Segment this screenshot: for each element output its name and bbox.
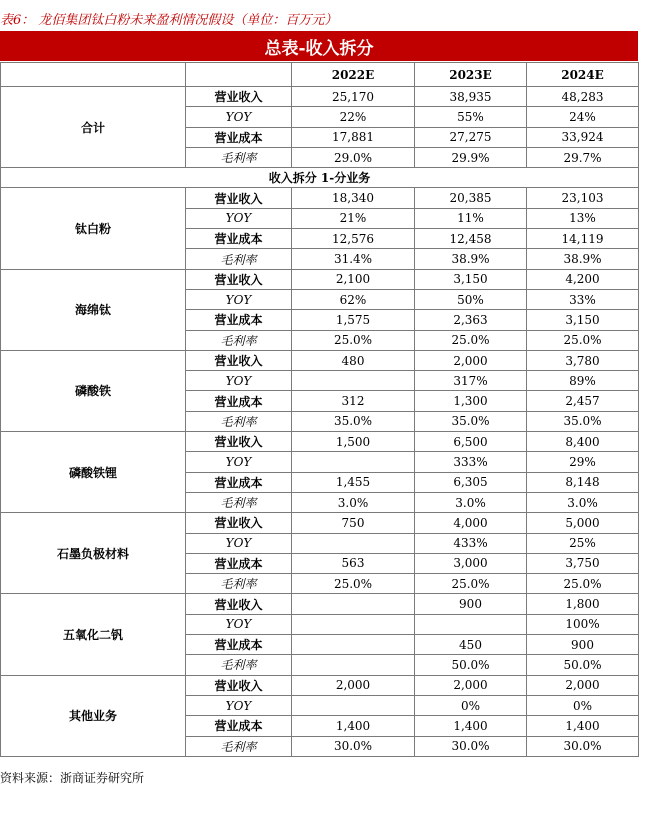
value-cell: 18,340 [292,188,415,208]
value-cell: 1,800 [527,594,639,614]
metric-label: 营业成本 [186,229,292,249]
value-cell: 0% [415,695,527,715]
value-cell: 11% [415,208,527,228]
value-cell: 4,200 [527,269,639,289]
value-cell: 38.9% [527,249,639,269]
metric-label: YOY [186,695,292,715]
table-row [1,188,639,208]
value-cell: 22% [292,107,415,127]
value-cell: 30.0% [415,736,527,756]
metric-label: 毛利率 [186,147,292,167]
year-header: 2022E [292,63,415,87]
metric-label: 毛利率 [186,411,292,431]
group-label: 合计 [1,87,186,168]
value-cell: 30.0% [292,736,415,756]
value-cell: 29% [527,452,639,472]
table-banner: 总表-收入拆分 [0,31,638,61]
value-cell: 8,148 [527,472,639,492]
value-cell: 27,275 [415,127,527,147]
value-cell: 24% [527,107,639,127]
value-cell: 5,000 [527,513,639,533]
value-cell: 2,000 [527,675,639,695]
metric-label: 营业收入 [186,675,292,695]
table-body [1,63,639,757]
value-cell: 3.0% [527,492,639,512]
value-cell: 3,750 [527,553,639,573]
year-header: 2024E [527,63,639,87]
value-cell: 38.9% [415,249,527,269]
year-header: 2023E [415,63,527,87]
metric-label: 营业成本 [186,391,292,411]
metric-label: 营业成本 [186,472,292,492]
value-cell: 2,000 [415,675,527,695]
metric-label: 营业成本 [186,553,292,573]
metric-label: 毛利率 [186,249,292,269]
value-cell: 35.0% [527,411,639,431]
metric-label: 毛利率 [186,736,292,756]
metric-label: 毛利率 [186,492,292,512]
metric-label: YOY [186,107,292,127]
value-cell: 1,400 [292,716,415,736]
value-cell: 12,458 [415,229,527,249]
table-row [1,513,639,533]
group-label: 磷酸铁 [1,350,186,431]
group-label: 海绵钛 [1,269,186,350]
table-row [1,350,639,370]
value-cell: 38,935 [415,87,527,107]
value-cell: 33,924 [527,127,639,147]
value-cell: 25.0% [415,330,527,350]
forecast-table [0,62,639,757]
value-cell: 333% [415,452,527,472]
value-cell: 25.0% [292,330,415,350]
value-cell: 3,000 [415,553,527,573]
value-cell: 1,455 [292,472,415,492]
value-cell: 1,500 [292,432,415,452]
metric-label: YOY [186,208,292,228]
metric-label: 营业收入 [186,350,292,370]
metric-label: 营业收入 [186,594,292,614]
value-cell [415,614,527,634]
value-cell: 13% [527,208,639,228]
group-label: 钛白粉 [1,188,186,269]
header-blank-cell [1,63,186,87]
table-row [1,675,639,695]
metric-label: YOY [186,289,292,309]
value-cell: 3,150 [527,310,639,330]
value-cell: 3.0% [415,492,527,512]
value-cell: 4,000 [415,513,527,533]
metric-label: 营业收入 [186,269,292,289]
value-cell: 1,300 [415,391,527,411]
value-cell: 21% [292,208,415,228]
table-row [1,87,639,107]
value-cell: 29.0% [292,147,415,167]
value-cell: 433% [415,533,527,553]
value-cell: 50.0% [527,655,639,675]
metric-label: YOY [186,371,292,391]
group-label: 石墨负极材料 [1,513,186,594]
table-row [1,432,639,452]
value-cell: 6,305 [415,472,527,492]
value-cell: 100% [527,614,639,634]
value-cell: 25% [527,533,639,553]
metric-label: 营业收入 [186,188,292,208]
metric-label: 营业成本 [186,127,292,147]
value-cell: 25.0% [527,574,639,594]
value-cell: 17,881 [292,127,415,147]
value-cell: 20,385 [415,188,527,208]
value-cell: 62% [292,289,415,309]
value-cell [292,594,415,614]
value-cell: 3,150 [415,269,527,289]
metric-label: YOY [186,614,292,634]
header-blank-cell [186,63,292,87]
metric-label: 毛利率 [186,574,292,594]
value-cell: 2,457 [527,391,639,411]
value-cell: 750 [292,513,415,533]
value-cell: 33% [527,289,639,309]
value-cell: 2,000 [415,350,527,370]
value-cell: 2,363 [415,310,527,330]
value-cell [292,655,415,675]
value-cell: 450 [415,635,527,655]
value-cell: 31.4% [292,249,415,269]
value-cell [292,695,415,715]
value-cell: 317% [415,371,527,391]
header-row [1,63,639,87]
value-cell: 1,575 [292,310,415,330]
value-cell: 25,170 [292,87,415,107]
value-cell: 14,119 [527,229,639,249]
metric-label: 营业成本 [186,716,292,736]
value-cell: 1,400 [415,716,527,736]
value-cell: 900 [415,594,527,614]
value-cell: 2,100 [292,269,415,289]
group-label: 其他业务 [1,675,186,756]
value-cell: 2,000 [292,675,415,695]
source-note: 资料来源：浙商证券研究所 [0,771,145,785]
value-cell: 25.0% [415,574,527,594]
metric-label: 毛利率 [186,655,292,675]
metric-label: 营业成本 [186,310,292,330]
table-row [1,594,639,614]
metric-label: YOY [186,533,292,553]
value-cell [292,371,415,391]
table-caption: 表6： 龙佰集团钛白粉未来盈利情况假设（单位：百万元） [0,13,338,28]
value-cell: 35.0% [415,411,527,431]
value-cell: 30.0% [527,736,639,756]
metric-label: 营业收入 [186,432,292,452]
value-cell [292,533,415,553]
value-cell: 50% [415,289,527,309]
group-label: 五氧化二钒 [1,594,186,675]
value-cell: 3.0% [292,492,415,512]
value-cell: 35.0% [292,411,415,431]
value-cell: 50.0% [415,655,527,675]
metric-label: 毛利率 [186,330,292,350]
value-cell [292,614,415,634]
value-cell: 6,500 [415,432,527,452]
value-cell: 8,400 [527,432,639,452]
metric-label: YOY [186,452,292,472]
value-cell: 25.0% [527,330,639,350]
value-cell: 89% [527,371,639,391]
section-row [1,168,639,188]
table-row [1,269,639,289]
value-cell: 48,283 [527,87,639,107]
value-cell [292,635,415,655]
value-cell: 480 [292,350,415,370]
value-cell: 29.7% [527,147,639,167]
value-cell: 55% [415,107,527,127]
value-cell: 563 [292,553,415,573]
value-cell: 0% [527,695,639,715]
group-label: 磷酸铁锂 [1,432,186,513]
value-cell: 23,103 [527,188,639,208]
metric-label: 营业成本 [186,635,292,655]
value-cell: 1,400 [527,716,639,736]
value-cell [292,452,415,472]
section-label: 收入拆分 1-分业务 [1,168,639,188]
value-cell: 900 [527,635,639,655]
value-cell: 12,576 [292,229,415,249]
value-cell: 29.9% [415,147,527,167]
value-cell: 25.0% [292,574,415,594]
value-cell: 3,780 [527,350,639,370]
metric-label: 营业收入 [186,87,292,107]
value-cell: 312 [292,391,415,411]
metric-label: 营业收入 [186,513,292,533]
